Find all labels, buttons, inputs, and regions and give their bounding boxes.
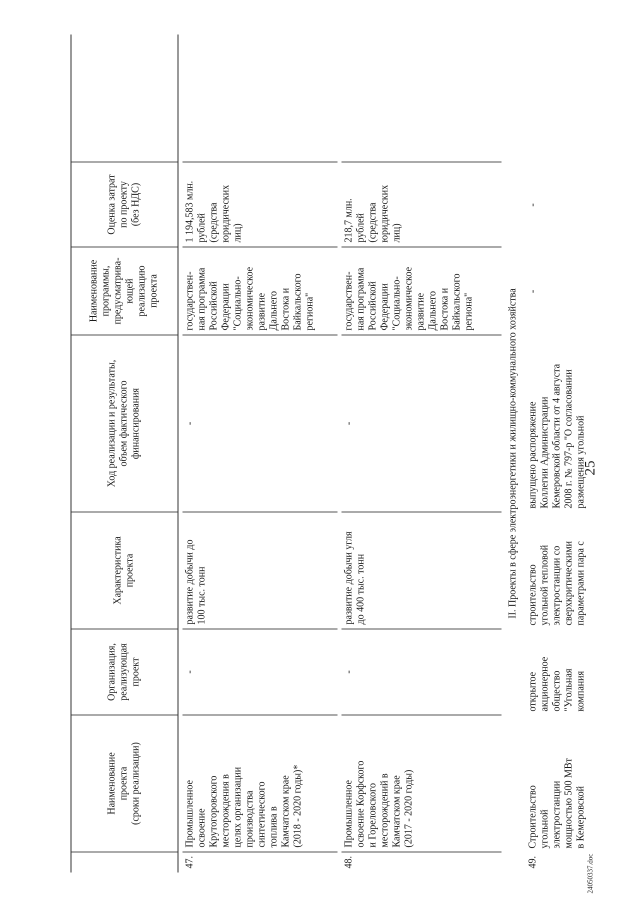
header-characteristic: Характеристика проекта: [71, 512, 177, 629]
header-cost: Оценка затрат по проекту (без НДС): [71, 162, 177, 247]
project-progress: -: [182, 335, 337, 512]
project-name: Промышленное освоение Корфского и Гореловского месторождений в Камчатском крае (2017 - 2020 годы): [341, 715, 501, 852]
table-row: [337, 34, 501, 872]
header-progress: Ход реализации и результаты, объем фактического финансирования: [71, 335, 177, 512]
table-row: [178, 34, 337, 872]
header-number: [71, 852, 177, 872]
project-characteristic: строительство угольной тепловой электростанции со сверхкритическими параметрами пара с: [527, 540, 586, 625]
project-cost: 218,7 млн. рублей (средства юридических лиц): [341, 162, 501, 247]
projects-table: [70, 34, 589, 872]
row-spacer: [341, 34, 501, 162]
project-name: Промышленное освоение Крутогоровского месторождения в целях организации производства синтетического топлива в Камчатском крае (2018 - 2020 годы)*: [182, 715, 337, 852]
table-row: [525, 34, 589, 872]
row-spacer: [182, 34, 337, 162]
header-program: Наименование программы, предусматрива- ющей реализацию проекта: [71, 247, 177, 335]
project-program: государствен- ная программа Российской Федерации "Социально- экономическое развитие Дальнего Востока и Байкальского региона": [182, 247, 337, 335]
organization: -: [341, 629, 501, 715]
table-header-row: [70, 34, 178, 872]
project-program: -: [527, 289, 538, 293]
project-characteristic: развитие добычи до 100 тыс. тонн: [182, 512, 337, 629]
row-spacer: [525, 34, 589, 162]
page-number: 25: [582, 460, 598, 475]
project-characteristic: развитие добычи угля до 400 тыс. тонн: [341, 512, 501, 629]
section-heading: II. Проекты в сфере электроэнергетики и жилищно-коммунального хозяйства: [507, 287, 518, 619]
footer-filename: 24050337.doc: [586, 853, 594, 893]
organization: открытое акционерное общество "Угольная компания: [527, 656, 586, 711]
project-name: Строительство угольной электростанции мощностью 500 МВт в Кемеровской: [527, 757, 586, 848]
project-cost: 1 194,583 млн. рублей (средства юридических лиц): [182, 162, 337, 247]
header-organization: Организация, реализующая проект: [71, 629, 177, 715]
organization: -: [182, 629, 337, 715]
header-spacer: [71, 34, 177, 162]
row-number: 49.: [527, 855, 538, 868]
project-program: государствен- ная программа Российской Федерации "Социально- экономическое развитие Дальнего Востока и Байкальского региона": [341, 247, 501, 335]
header-project-name: Наименование проекта (сроки реализации): [71, 715, 177, 852]
row-number: 48.: [343, 855, 354, 868]
project-progress: -: [341, 335, 501, 512]
row-number: 47.: [184, 855, 195, 868]
project-cost: -: [527, 202, 538, 207]
project-progress: выпущено распоряжение Коллегии Администрации Кемеровской области от 4 августа 2008 г. № 797-р "О согласовании размещения угольной: [527, 363, 586, 508]
